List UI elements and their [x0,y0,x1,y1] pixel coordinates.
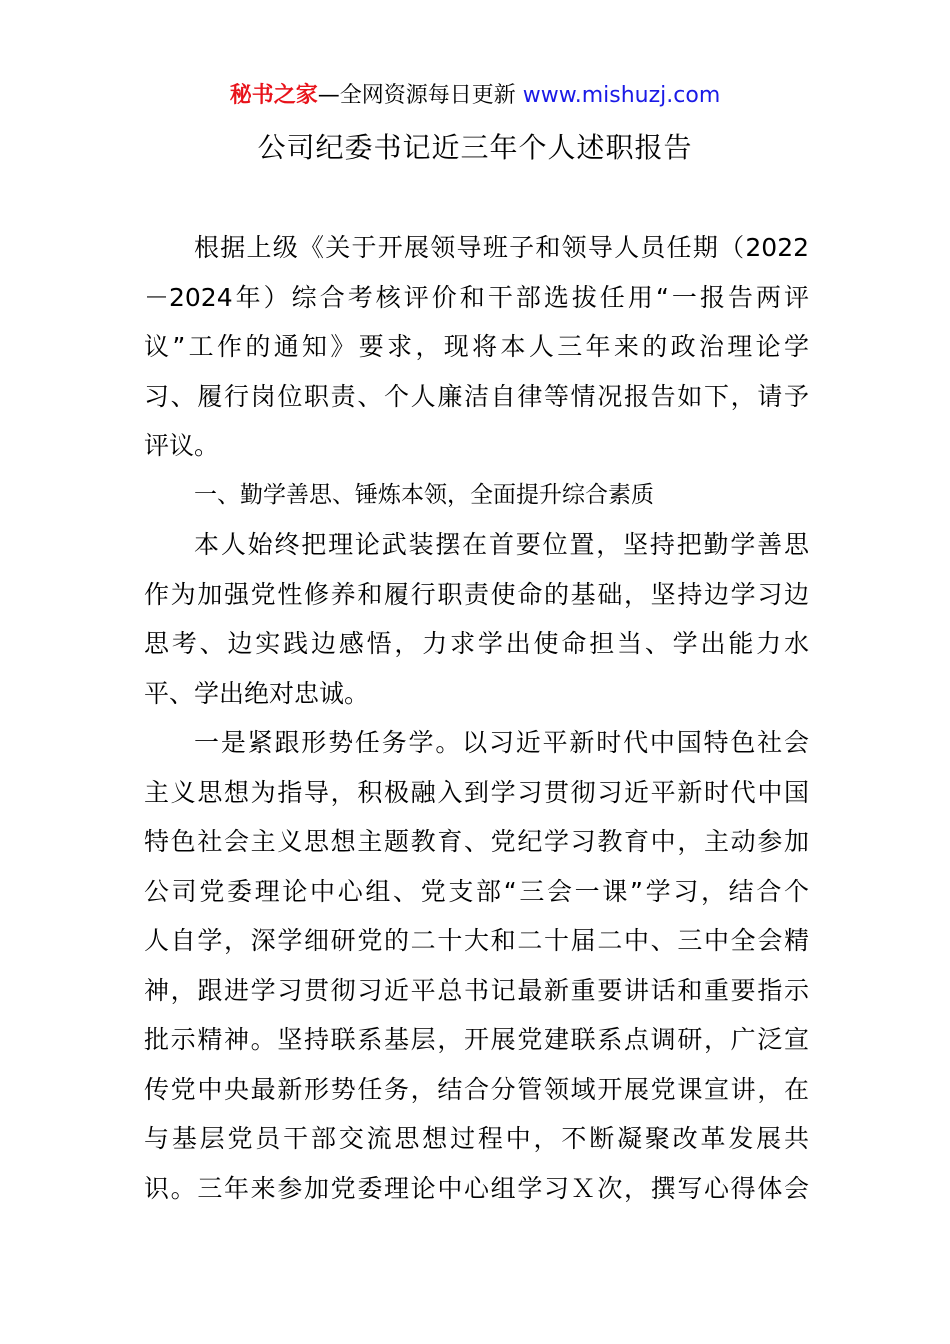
site-tagline: —全网资源每日更新 [317,83,523,108]
site-header [0,80,950,112]
paragraph-line: 一是紧跟形势任务学。以习近平新时代中国特色社会 [194,728,809,757]
paragraph-line: 与基层党员干部交流思想过程中，不断凝聚改革发展共 [144,1124,809,1153]
document-body [144,223,809,1213]
paragraph-line: 公司党委理论中心组、党支部“三会一课”学习，结合个 [144,876,809,906]
paragraph-line: 议”工作的通知》要求，现将本人三年来的政治理论学 [144,332,809,361]
paragraph-line: 习、履行岗位职责、个人廉洁自律等情况报告如下，请予 [144,381,809,411]
paragraph-line: 神，跟进学习贯彻习近平总书记最新重要讲话和重要指示 [144,975,809,1005]
paragraph-line: 评议。 [144,431,220,460]
paragraph-line: 作为加强党性修养和履行职责使命的基础，坚持边学习边 [144,579,809,609]
paragraph-line: 本人始终把理论武装摆在首要位置，坚持把勤学善思 [194,530,809,559]
paragraph-line: 批示精神。坚持联系基层，开展党建联系点调研，广泛宣 [144,1025,809,1054]
paragraph-line: 思考、边实践边感悟，力求学出使命担当、学出能力水 [144,629,809,658]
paragraph-line: 主义思想为指导，积极融入到学习贯彻习近平新时代中国 [144,777,809,807]
site-name: 秘书之家 [229,83,318,108]
paragraph-line: 根据上级《关于开展领导班子和领导人员任期（2022 [194,233,809,262]
site-url-link[interactable]: www.mishuzj.com [522,83,721,108]
paragraph-line: 传党中央最新形势任务，结合分管领域开展党课宣讲，在 [144,1074,809,1104]
paragraph-line: 人自学，深学细研党的二十大和二十届二中、三中全会精 [144,926,809,955]
paragraph-line: 平、学出绝对忠诚。 [144,678,370,708]
paragraph-line: 识。三年来参加党委理论中心组学习Ｘ次，撰写心得体会 [144,1173,809,1203]
section-heading: 一、勤学善思、锤炼本领，全面提升综合素质 [194,481,654,508]
document-title: 公司纪委书记近三年个人述职报告 [257,131,693,164]
paragraph-line: －2024年）综合考核评价和干部选拔任用“一报告两评 [144,282,809,312]
paragraph-line: 特色社会主义思想主题教育、党纪学习教育中，主动参加 [144,827,809,856]
